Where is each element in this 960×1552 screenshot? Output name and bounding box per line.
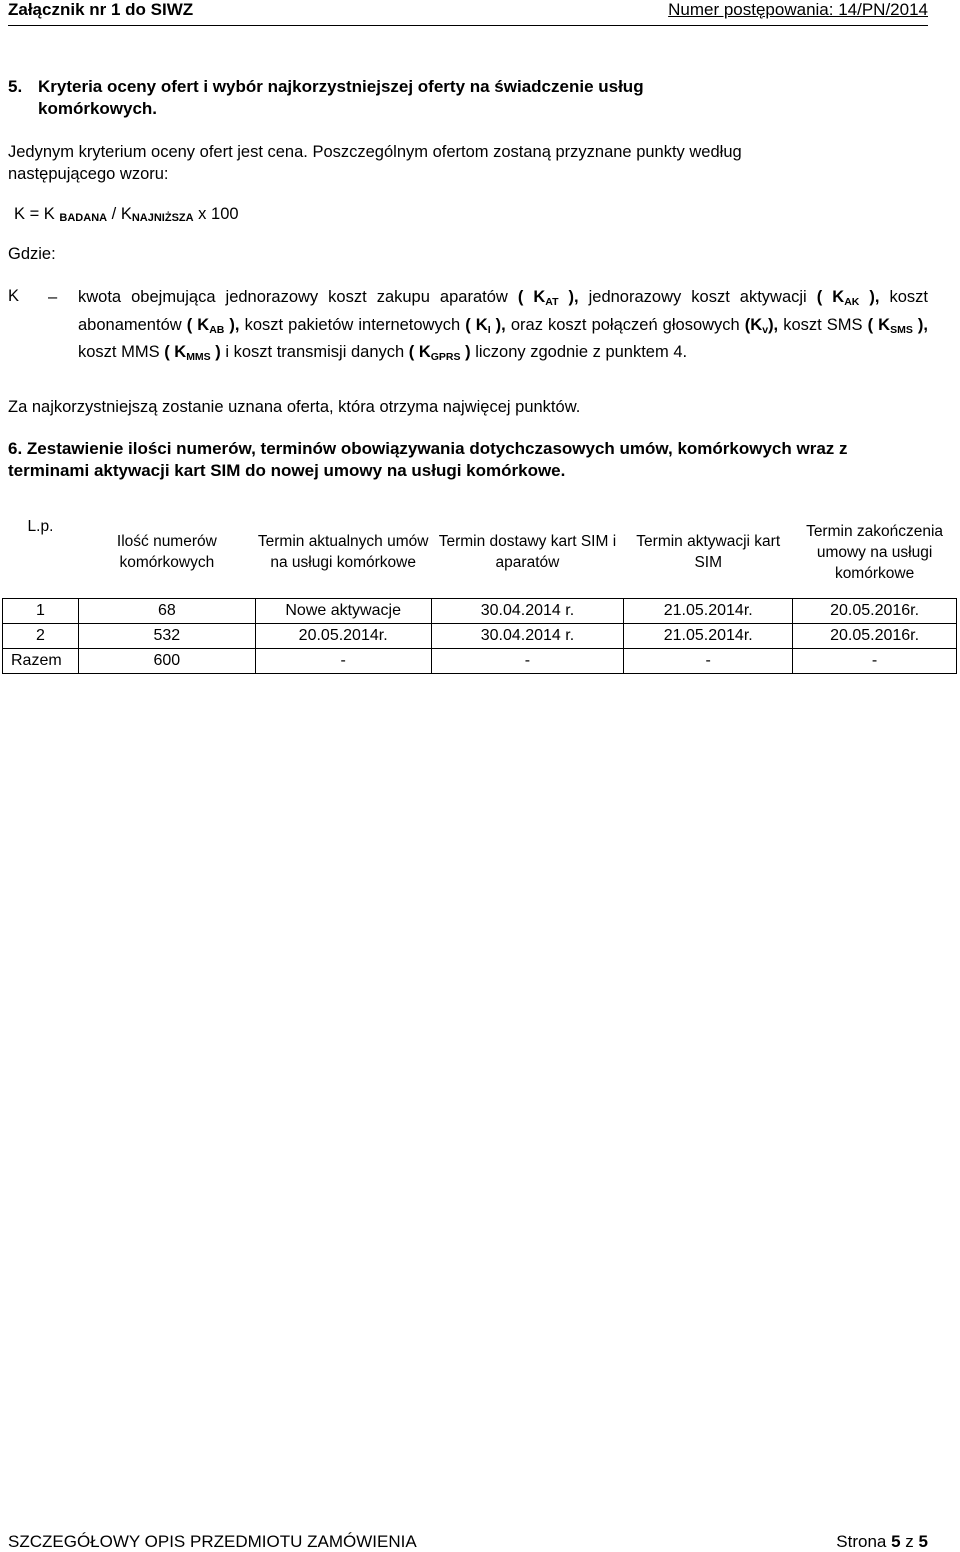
- k-symbol: K: [8, 287, 20, 305]
- cell-ilosc: 532: [78, 624, 255, 649]
- cell-ilosc-total: 600: [78, 649, 255, 674]
- footer-document-title: SZCZEGÓŁOWY OPIS PRZEDMIOTU ZAMÓWIENIA: [8, 1532, 417, 1551]
- header-termin-dostawy: Termin dostawy kart SIM i aparatów: [431, 506, 624, 599]
- cell-termin-zakonczenia: -: [793, 649, 957, 674]
- cell-lp: 2: [3, 624, 79, 649]
- section-5-title-line2: komórkowych.: [38, 99, 158, 118]
- cell-termin-zakonczenia: 20.05.2016r.: [793, 599, 957, 624]
- cell-termin-dostawy: -: [431, 649, 624, 674]
- table-row: [3, 599, 957, 624]
- k-definition: – kwota obejmująca jednorazowy koszt zakupu aparatów ( $K_{AT}$ ), jednorazowy koszt aktywacji ( $K_{AK}$ ), koszt abonamentów ( $K_{AB}$ ), koszt pakietów internetowych ( $K_I$ ), oraz koszt połączeń głosowych $(K_v)$, koszt SMS ( $K_{SMS}$ ), koszt MMS ( $K_{MMS}$ ) i koszt transmisji danych ( $K_{GPRS}$ ) liczony zgodnie z punktem 4.: [48, 288, 929, 363]
- header-case-number: Numer postępowania: 14/PN/2014: [668, 0, 928, 19]
- cell-termin-zakonczenia: 20.05.2016r.: [793, 624, 957, 649]
- intro-line-1: Jedynym kryterium oceny ofert jest cena. Poszczególnym ofertom zostaną przyznane punkty według: [8, 143, 742, 161]
- cell-termin-aktualnych: -: [255, 649, 431, 674]
- conclusion-sentence: Za najkorzystniejszą zostanie uznana oferta, która otrzyma najwięcej punktów.: [8, 398, 581, 416]
- formula-mid: / K: [107, 205, 132, 223]
- intro-paragraph: [8, 141, 908, 185]
- page-footer: [8, 1532, 928, 1552]
- section-5-number: 5.: [8, 77, 23, 96]
- header-termin-aktualnych: Termin aktualnych umów na usługi komórkowe: [255, 506, 431, 599]
- k-dash: –: [48, 288, 58, 306]
- section-5-title-line1: Kryteria oceny ofert i wybór najkorzystniejszej oferty na świadczenie usług: [38, 77, 644, 96]
- formula-lhs: K = K: [14, 205, 55, 223]
- cell-termin-aktywacji: 21.05.2014r.: [624, 624, 793, 649]
- table-header-row: [3, 506, 957, 599]
- table-total-row: [3, 649, 957, 674]
- table-row: [3, 624, 957, 649]
- section-6-title: 6. Zestawienie ilości numerów, terminów obowiązywania dotychczasowych umów, komórkowych wraz z terminami aktywacji kart SIM do nowej umowy na usługi komórkowe.: [8, 439, 848, 480]
- cell-termin-aktywacji: -: [624, 649, 793, 674]
- cell-termin-aktualnych: Nowe aktywacje: [255, 599, 431, 624]
- header-termin-aktywacji: Termin aktywacji kart SIM: [624, 506, 793, 599]
- numbers-terms-table: [2, 506, 957, 674]
- formula-sub-najnizsza: NAJNIŻSZA: [131, 212, 194, 224]
- page-of: z: [900, 1532, 919, 1551]
- cell-lp: 1: [3, 599, 79, 624]
- intro-line-2: następującego wzoru:: [8, 165, 169, 183]
- scoring-formula: [14, 205, 239, 224]
- cell-termin-dostawy: 30.04.2014 r.: [431, 624, 624, 649]
- formula-rhs: x 100: [193, 205, 239, 223]
- header-ilosc-numerow: Ilość numerów komórkowych: [78, 506, 255, 599]
- section-5-title: [8, 76, 908, 120]
- gdzie-label: Gdzie:: [8, 245, 56, 263]
- header-termin-zakonczenia: Termin zakończenia umowy na usługi komórkowe: [793, 506, 957, 599]
- cell-termin-aktualnych: 20.05.2014r.: [255, 624, 431, 649]
- page-header: [8, 0, 928, 26]
- page-total: 5: [918, 1532, 928, 1551]
- header-attachment-label: Załącznik nr 1 do SIWZ: [8, 0, 194, 19]
- header-lp: L.p.: [3, 506, 79, 599]
- formula-sub-badana: BADANA: [59, 212, 108, 224]
- cell-termin-aktywacji: 21.05.2014r.: [624, 599, 793, 624]
- page-number: 5: [891, 1532, 901, 1551]
- page-prefix: Strona: [836, 1532, 892, 1551]
- cell-razem-label: Razem: [3, 649, 79, 674]
- page-indicator: [836, 1532, 928, 1552]
- cell-termin-dostawy: 30.04.2014 r.: [431, 599, 624, 624]
- cell-ilosc: 68: [78, 599, 255, 624]
